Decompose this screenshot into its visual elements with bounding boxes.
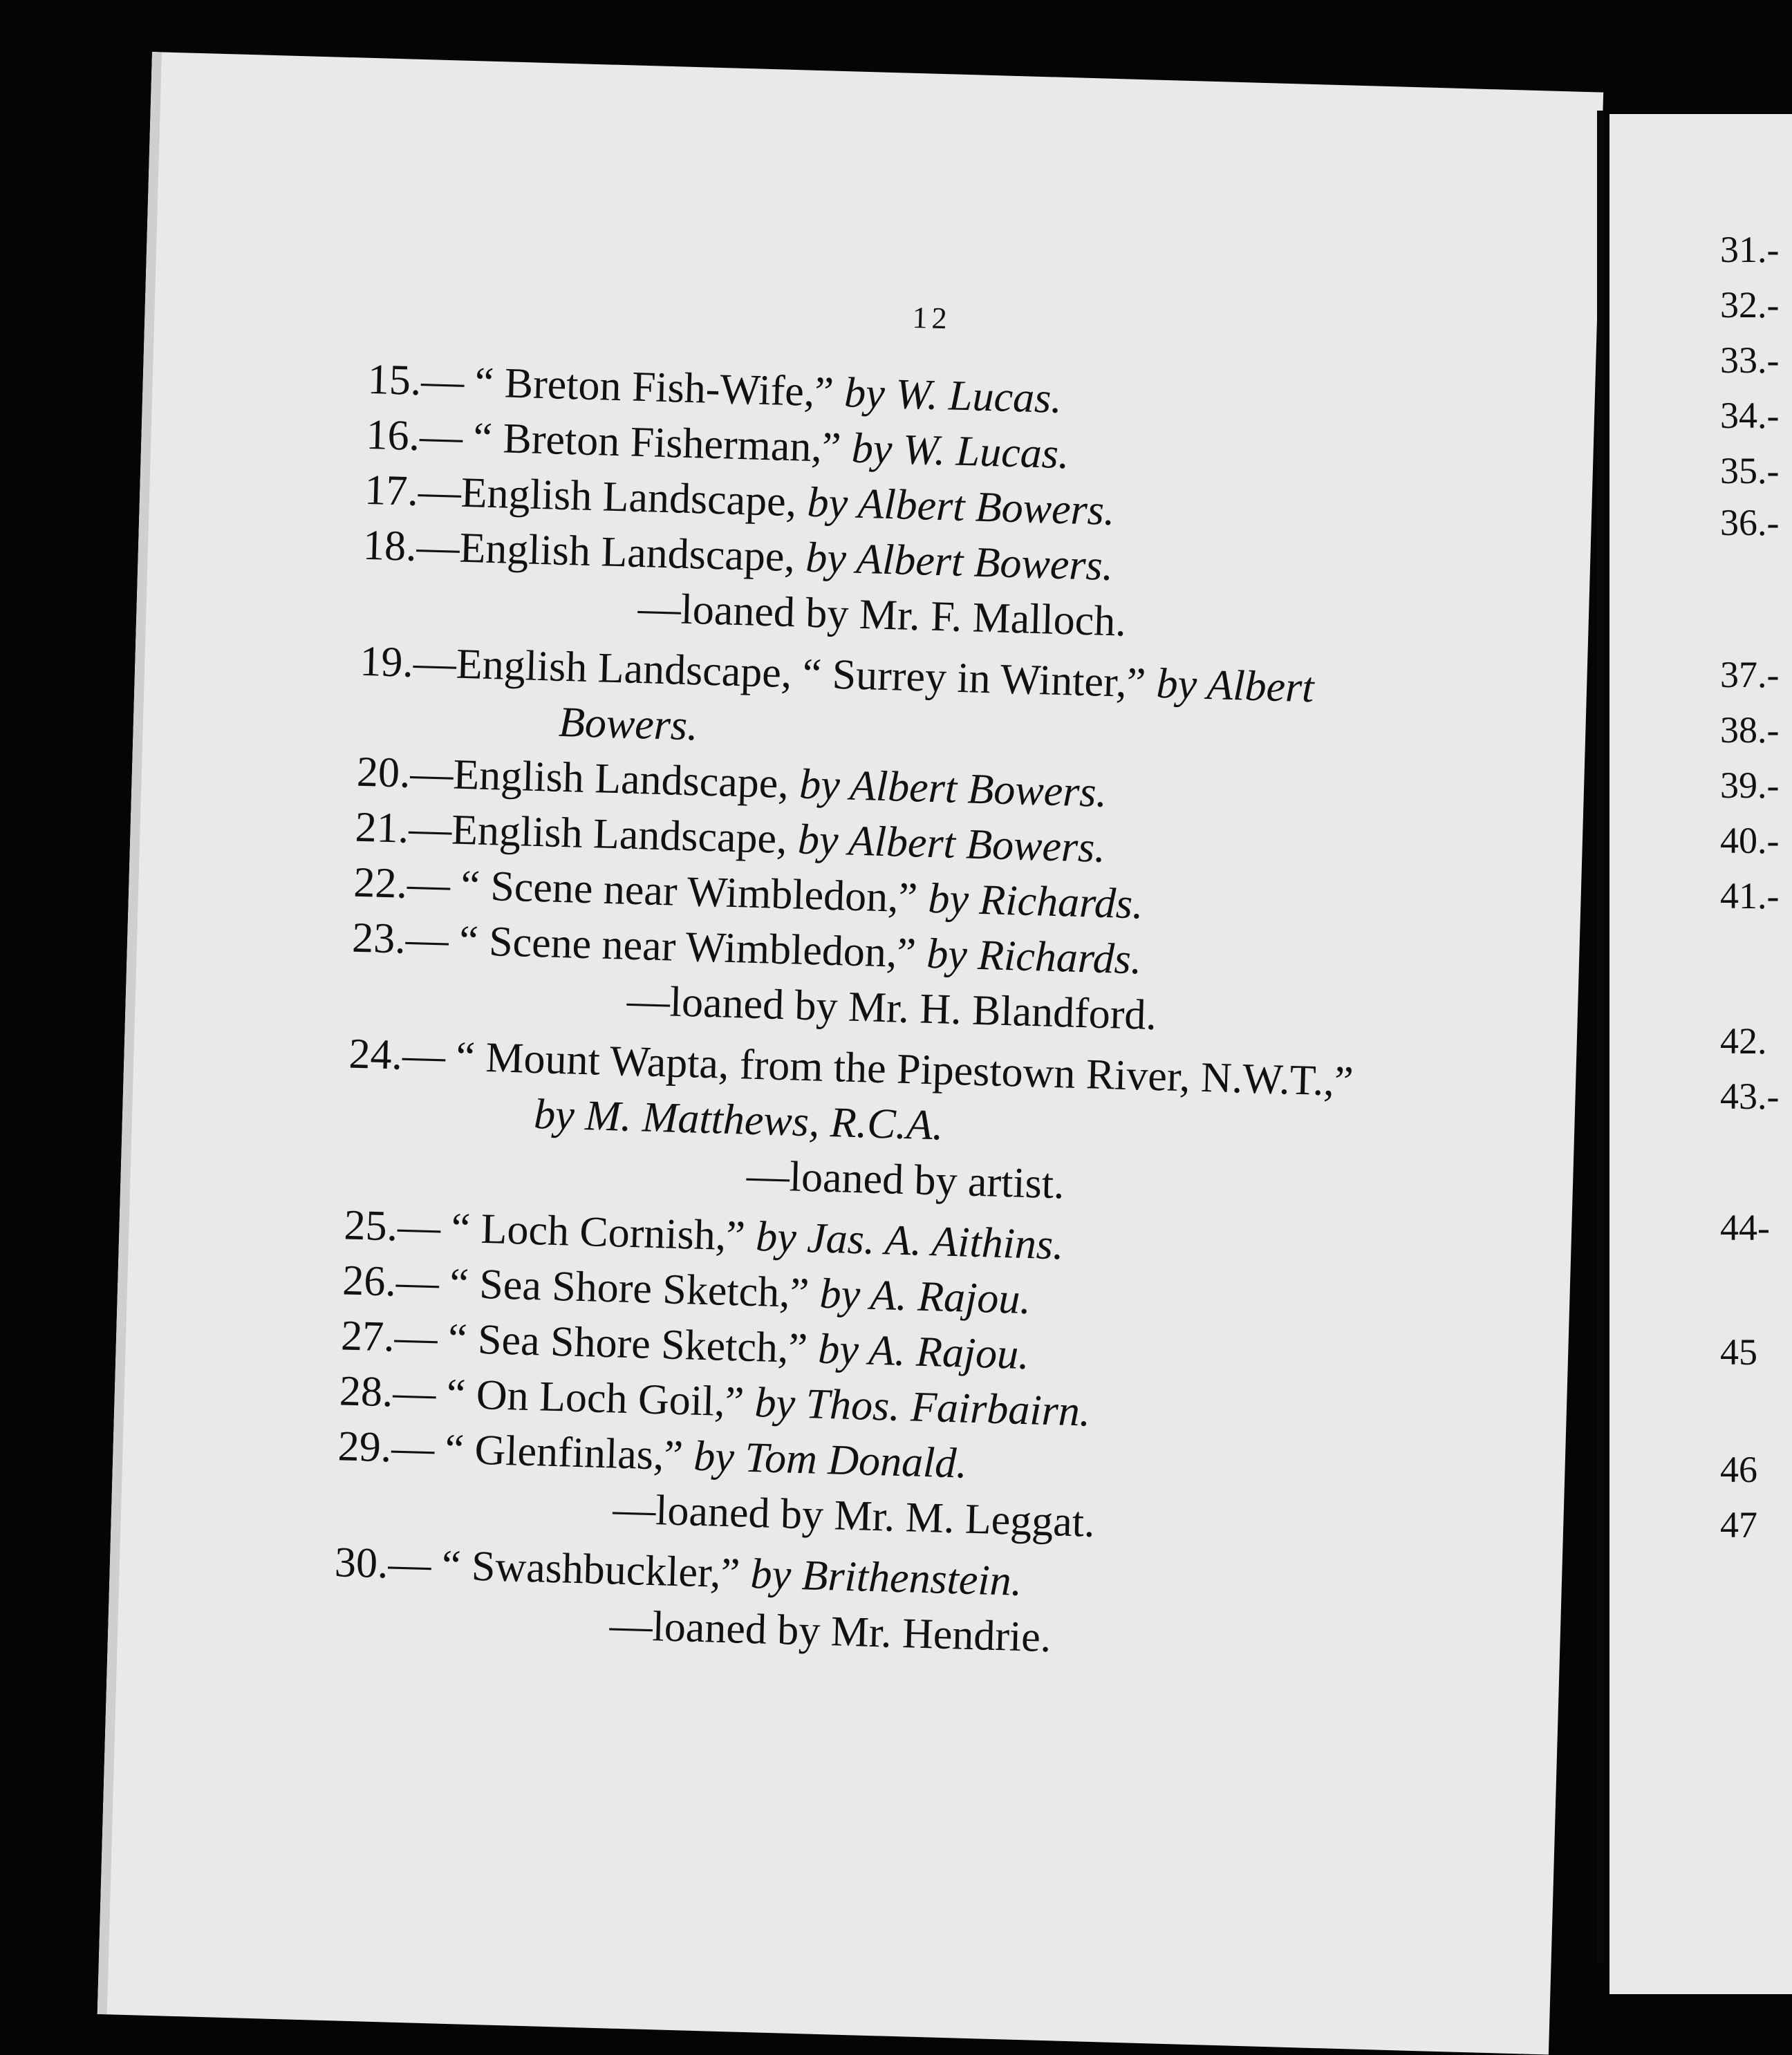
right-page: [1609, 114, 1792, 1994]
entry-artist: by Thos. Fairbairn.: [743, 1378, 1092, 1436]
loan-credit: —loaned by Mr. F. Malloch.: [637, 584, 1127, 646]
entry-artist: by Tom Donald.: [682, 1432, 968, 1488]
entry-title: — “ Sea Shore Sketch,”: [395, 1258, 810, 1317]
right-page-entry-number: 32.-: [1720, 284, 1780, 326]
entry-title: —English Landscape,: [408, 805, 788, 863]
entry-title: — “ Glenfinlas,”: [391, 1424, 684, 1480]
entry-number: 29.: [337, 1423, 393, 1472]
right-page-entry-number: 36.-: [1720, 502, 1780, 543]
entry-title: — “ Sea Shore Sketch,”: [393, 1313, 808, 1373]
entry-title: — “ On Loch Goil,”: [392, 1369, 745, 1426]
entry-number: 24.: [348, 1030, 404, 1079]
entry-number: 19.: [359, 637, 414, 686]
entry-artist: by W. Lucas.: [840, 424, 1070, 478]
entry-title: — “ Swashbuckler,”: [387, 1540, 741, 1597]
right-page-entry-number: 35.-: [1720, 450, 1780, 491]
right-page-entry-number: 31.-: [1720, 229, 1780, 270]
right-page-entry-number: 34.-: [1720, 395, 1780, 436]
catalogue-list: [333, 352, 1578, 1685]
entry-number: 21.: [354, 803, 410, 852]
entry-number: 28.: [339, 1367, 394, 1416]
entry-title: — “ Scene near Wimbledon,”: [407, 860, 919, 922]
page-number: 12: [912, 300, 952, 336]
entry-artist: by Albert Bowers.: [786, 816, 1106, 872]
right-page-entry-number: 40.-: [1720, 820, 1780, 861]
entry-title: — “ Mount Wapta, from the Pipestown River, N.W.T.,”: [402, 1031, 1354, 1106]
entry-number: 23.: [351, 914, 407, 963]
right-page-entry-number: 38.-: [1720, 709, 1780, 751]
entry-number: 16.: [365, 411, 421, 460]
entry-artist: by Albert: [1145, 659, 1315, 712]
entry-title: —English Landscape,: [409, 749, 790, 808]
entry-artist: by A. Rajou.: [806, 1325, 1030, 1379]
entry-title: —English Landscape,: [417, 468, 798, 526]
entry-title: — “ Loch Cornish,”: [397, 1203, 746, 1260]
right-page-entry-number: 33.-: [1720, 339, 1780, 381]
entry-artist: by Jas. A. Aithins.: [744, 1212, 1065, 1269]
entry-title: — “ Scene near Wimbledon,”: [404, 915, 917, 977]
entry-number: 15.: [366, 355, 422, 405]
entry-title: — “ Breton Fisherman,”: [419, 413, 842, 472]
entry-artist: by A. Rajou.: [808, 1270, 1032, 1324]
right-page-entry-number: 41.-: [1720, 875, 1780, 917]
loan-credit: —loaned by artist.: [745, 1152, 1065, 1208]
entry-artist: by Albert Bowers.: [796, 478, 1116, 535]
entry-artist: by Richards.: [915, 930, 1143, 984]
right-page-entry-number: 43.-: [1720, 1076, 1780, 1117]
entry-artist: by Richards.: [917, 874, 1144, 928]
entry-title: —English Landscape, “ Surrey in Winter,”: [413, 639, 1147, 707]
right-page-entry-number: 45: [1720, 1331, 1757, 1373]
entry-number: 18.: [362, 521, 418, 570]
entry-continuation: by M. Matthews, R.C.A.: [533, 1091, 944, 1150]
entry-artist: by Albert Bowers.: [787, 760, 1108, 816]
right-page-entry-number: 42.: [1720, 1020, 1767, 1062]
entry-number: 17.: [364, 466, 419, 515]
right-page-entry-number: 44-: [1720, 1207, 1770, 1248]
loan-credit: —loaned by Mr. Hendrie.: [608, 1602, 1052, 1662]
left-page: [97, 52, 1603, 2055]
entry-number: 30.: [334, 1539, 389, 1588]
right-page-entry-number: 47: [1720, 1504, 1757, 1546]
entry-number: 22.: [353, 858, 408, 908]
loan-credit: —loaned by Mr. H. Blandford.: [626, 977, 1157, 1040]
entry-title: — “ Breton Fish-Wife,”: [420, 357, 834, 416]
entry-number: 20.: [356, 748, 411, 797]
book-spine: [1597, 111, 1604, 1963]
entry-artist: by Albert Bowers.: [794, 534, 1114, 590]
right-page-entry-number: 39.-: [1720, 764, 1780, 806]
entry-artist: by Brithenstein.: [739, 1550, 1023, 1605]
entry-number: 26.: [342, 1257, 397, 1306]
entry-title: —English Landscape,: [416, 523, 796, 581]
entry-artist: by W. Lucas.: [832, 368, 1063, 422]
entry-number: 25.: [343, 1201, 399, 1250]
entry-continuation: Bowers.: [558, 698, 699, 750]
entry-number: 27.: [340, 1312, 395, 1361]
loan-credit: —loaned by Mr. M. Leggat.: [612, 1485, 1096, 1546]
right-page-entry-number: 37.-: [1720, 654, 1780, 695]
right-page-entry-number: 46: [1720, 1449, 1757, 1490]
